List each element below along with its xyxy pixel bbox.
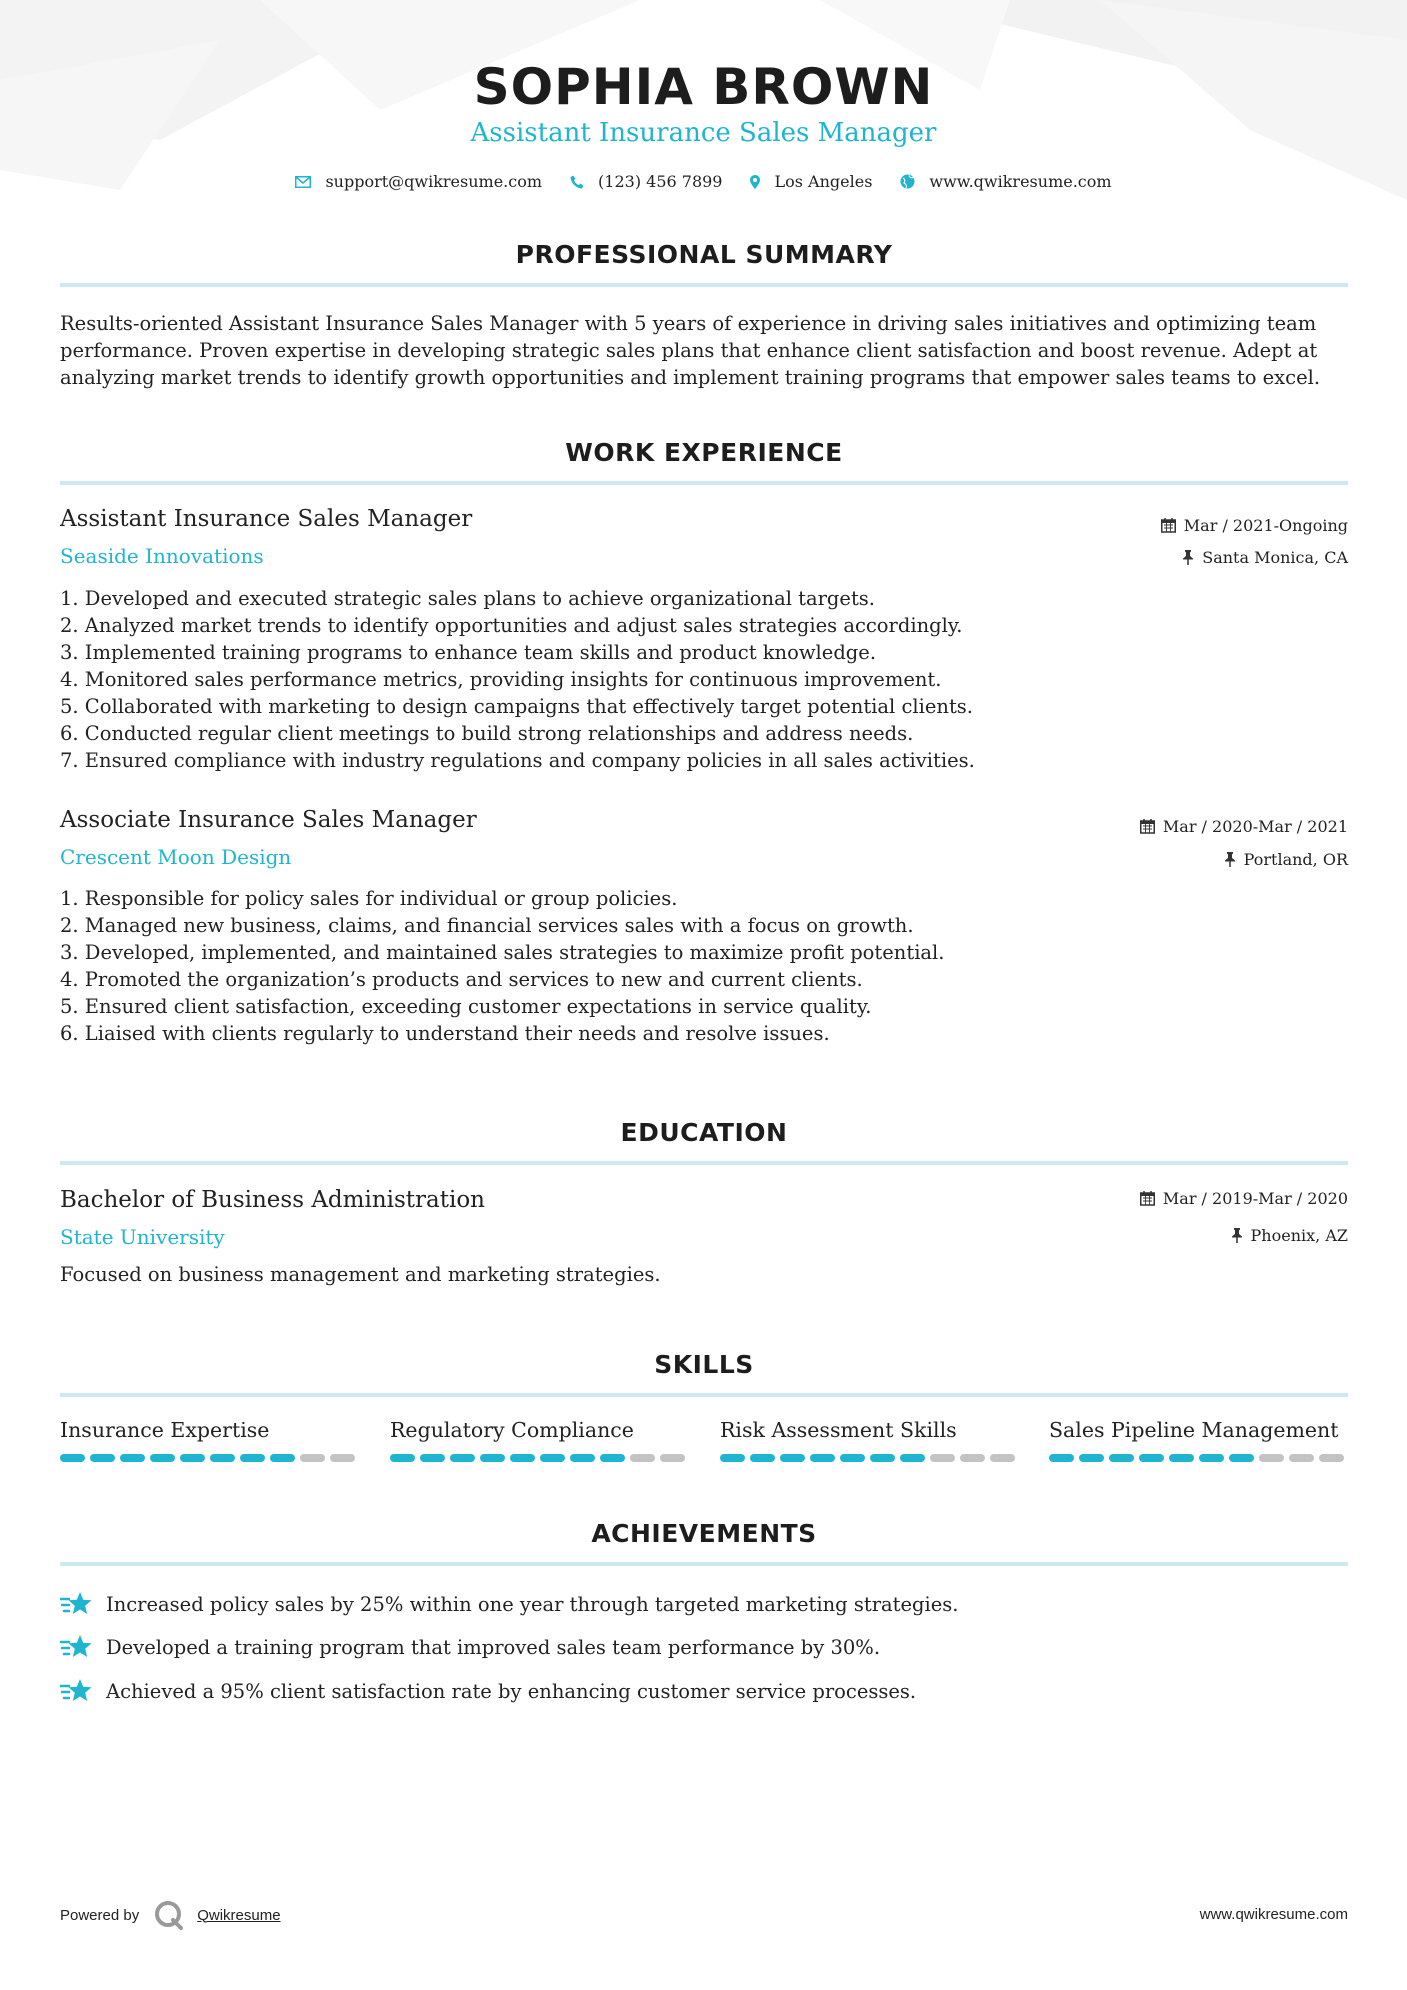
skill-level-segment — [840, 1454, 865, 1462]
candidate-title: Assistant Insurance Sales Manager — [470, 118, 937, 148]
footer-website[interactable]: www.qwikresume.com — [1199, 1906, 1348, 1923]
summary-text: Results-oriented Assistant Insurance Sales Manager with 5 years of experience in driving sales initiatives and optimizing team performance. Proven expertise in developing strategic sales plans that enhance client satisfaction and boost revenue. Adept at analyzing market trends to identify growth opportunities and implement training programs that empower sales teams to excel. — [60, 312, 1321, 389]
skill-item — [720, 1418, 1020, 1462]
skill-level-segment — [660, 1454, 685, 1462]
list-item: 1. Developed and executed strategic sales plans to achieve organizational targets. — [60, 587, 875, 610]
skill-level-segment — [1139, 1454, 1164, 1462]
degree-title: Bachelor of Business Administration — [60, 1187, 485, 1213]
skill-level-segment — [90, 1454, 115, 1462]
skill-level-segment — [420, 1454, 445, 1462]
section-divider — [60, 283, 1348, 287]
list-item: 1. Responsible for policy sales for individual or group policies. — [60, 887, 678, 910]
contact-phone[interactable] — [570, 172, 722, 191]
achievement-text: Developed a training program that improved sales team performance by 30%. — [106, 1635, 881, 1659]
list-item: 3. Implemented training programs to enhance team skills and product knowledge. — [60, 641, 877, 664]
job-location — [1224, 850, 1348, 869]
contact-email[interactable] — [295, 172, 542, 191]
email-text: support@qwikresume.com — [325, 172, 543, 191]
achievement-text: Achieved a 95% client satisfaction rate by enhancing customer service processes. — [106, 1679, 917, 1703]
job-dates — [1140, 817, 1348, 836]
skill-level-segment — [1079, 1454, 1104, 1462]
skill-level-segment — [1049, 1454, 1074, 1462]
phone-text: (123) 456 7899 — [598, 172, 723, 191]
contact-website[interactable] — [900, 172, 1111, 191]
skill-level-segment — [570, 1454, 595, 1462]
skill-level-bar — [60, 1454, 360, 1462]
skill-level-segment — [330, 1454, 355, 1462]
skills-heading: SKILLS — [654, 1350, 754, 1379]
skill-level-segment — [720, 1454, 745, 1462]
envelope-icon — [295, 176, 311, 188]
star-icon — [60, 1633, 92, 1661]
skill-level-segment — [210, 1454, 235, 1462]
list-item: 5. Collaborated with marketing to design campaigns that effectively target potential clients. — [60, 695, 973, 718]
skill-level-segment — [960, 1454, 985, 1462]
achievement-text: Increased policy sales by 25% within one year through targeted marketing strategies. — [106, 1592, 959, 1616]
education-dates — [1140, 1189, 1348, 1208]
experience-heading: WORK EXPERIENCE — [565, 438, 843, 467]
skill-level-segment — [1319, 1454, 1344, 1462]
skill-level-segment — [750, 1454, 775, 1462]
skill-name: Insurance Expertise — [60, 1418, 270, 1442]
list-item: 7. Ensured compliance with industry regulations and company policies in all sales activities. — [60, 749, 975, 772]
skill-level-segment — [870, 1454, 895, 1462]
skill-level-segment — [180, 1454, 205, 1462]
skill-name: Risk Assessment Skills — [720, 1418, 957, 1442]
map-pin-icon — [750, 175, 760, 189]
skill-level-segment — [990, 1454, 1015, 1462]
school-name: State University — [60, 1225, 225, 1249]
skill-item — [390, 1418, 690, 1462]
achievement-item — [60, 1590, 959, 1618]
job-location-text: Portland, OR — [1243, 850, 1348, 869]
powered-by-label: Powered by — [60, 1906, 140, 1924]
calendar-icon — [1140, 819, 1155, 834]
section-divider — [60, 1393, 1348, 1397]
job-title: Associate Insurance Sales Manager — [60, 807, 477, 833]
skill-level-segment — [300, 1454, 325, 1462]
star-icon — [60, 1590, 92, 1618]
contact-location — [750, 172, 872, 191]
skill-level-segment — [810, 1454, 835, 1462]
achievement-item — [60, 1633, 880, 1661]
skill-level-segment — [120, 1454, 145, 1462]
job-responsibilities — [60, 885, 945, 1047]
company-name: Crescent Moon Design — [60, 845, 292, 869]
list-item: 2. Analyzed market trends to identify opportunities and adjust sales strategies accordingly. — [60, 614, 963, 637]
calendar-icon — [1140, 1191, 1155, 1206]
phone-icon — [570, 175, 584, 189]
section-divider — [60, 481, 1348, 485]
job-location — [1182, 548, 1348, 567]
skill-level-bar — [390, 1454, 690, 1462]
qwikresume-link[interactable]: Qwikresume — [197, 1906, 281, 1924]
job-location-text: Santa Monica, CA — [1202, 548, 1348, 567]
skill-level-segment — [480, 1454, 505, 1462]
achievements-heading: ACHIEVEMENTS — [591, 1519, 817, 1548]
job-dates-text: Mar / 2020-Mar / 2021 — [1162, 817, 1348, 836]
skill-level-segment — [900, 1454, 925, 1462]
education-location — [1231, 1226, 1348, 1245]
list-item: 5. Ensured client satisfaction, exceeding customer expectations in service quality. — [60, 995, 872, 1018]
section-divider — [60, 1562, 1348, 1566]
globe-icon — [900, 174, 915, 189]
website-text[interactable]: www.qwikresume.com — [929, 172, 1112, 191]
job-dates-text: Mar / 2021-Ongoing — [1183, 516, 1348, 535]
list-item: 3. Developed, implemented, and maintained sales strategies to maximize profit potential. — [60, 941, 945, 964]
skill-level-segment — [1109, 1454, 1134, 1462]
job-dates — [1161, 516, 1348, 535]
calendar-icon — [1161, 518, 1176, 533]
skill-name: Sales Pipeline Management — [1049, 1418, 1339, 1442]
skill-level-bar — [720, 1454, 1020, 1462]
list-item: 6. Conducted regular client meetings to build strong relationships and address needs. — [60, 722, 914, 745]
candidate-name: SOPHIA BROWN — [473, 58, 934, 116]
skill-item — [60, 1418, 360, 1462]
list-item: 4. Monitored sales performance metrics, providing insights for continuous improvement. — [60, 668, 942, 691]
skill-level-segment — [540, 1454, 565, 1462]
skill-level-segment — [150, 1454, 175, 1462]
skill-level-segment — [1259, 1454, 1284, 1462]
education-heading: EDUCATION — [620, 1118, 788, 1147]
skill-level-segment — [450, 1454, 475, 1462]
education-location-text: Phoenix, AZ — [1250, 1226, 1348, 1245]
skill-level-segment — [600, 1454, 625, 1462]
pushpin-icon — [1224, 852, 1236, 867]
skill-level-segment — [1199, 1454, 1224, 1462]
skill-item — [1049, 1418, 1349, 1462]
company-name: Seaside Innovations — [60, 544, 264, 568]
star-icon — [60, 1677, 92, 1705]
skill-level-segment — [60, 1454, 85, 1462]
skill-level-segment — [930, 1454, 955, 1462]
list-item: 2. Managed new business, claims, and financial services sales with a focus on growth. — [60, 914, 914, 937]
skill-level-segment — [510, 1454, 535, 1462]
pushpin-icon — [1231, 1228, 1243, 1243]
skill-level-segment — [1169, 1454, 1194, 1462]
education-description: Focused on business management and marketing strategies. — [60, 1263, 661, 1286]
list-item: 6. Liaised with clients regularly to understand their needs and resolve issues. — [60, 1022, 830, 1045]
skill-level-segment — [780, 1454, 805, 1462]
skill-level-segment — [270, 1454, 295, 1462]
location-text: Los Angeles — [774, 172, 873, 191]
education-dates-text: Mar / 2019-Mar / 2020 — [1162, 1189, 1348, 1208]
skill-name: Regulatory Compliance — [390, 1418, 634, 1442]
skill-level-segment — [630, 1454, 655, 1462]
job-title: Assistant Insurance Sales Manager — [60, 506, 473, 532]
skill-level-segment — [1229, 1454, 1254, 1462]
skill-level-segment — [240, 1454, 265, 1462]
job-responsibilities — [60, 585, 975, 774]
achievement-item — [60, 1677, 916, 1705]
pushpin-icon — [1182, 550, 1194, 565]
section-divider — [60, 1161, 1348, 1165]
qwikresume-logo-icon — [153, 1900, 187, 1930]
skill-level-segment — [1289, 1454, 1314, 1462]
skill-level-bar — [1049, 1454, 1349, 1462]
summary-heading: PROFESSIONAL SUMMARY — [515, 240, 893, 269]
list-item: 4. Promoted the organization’s products and services to new and current clients. — [60, 968, 863, 991]
contact-bar — [0, 172, 1407, 191]
skill-level-segment — [390, 1454, 415, 1462]
footer-powered-by — [60, 1900, 281, 1930]
